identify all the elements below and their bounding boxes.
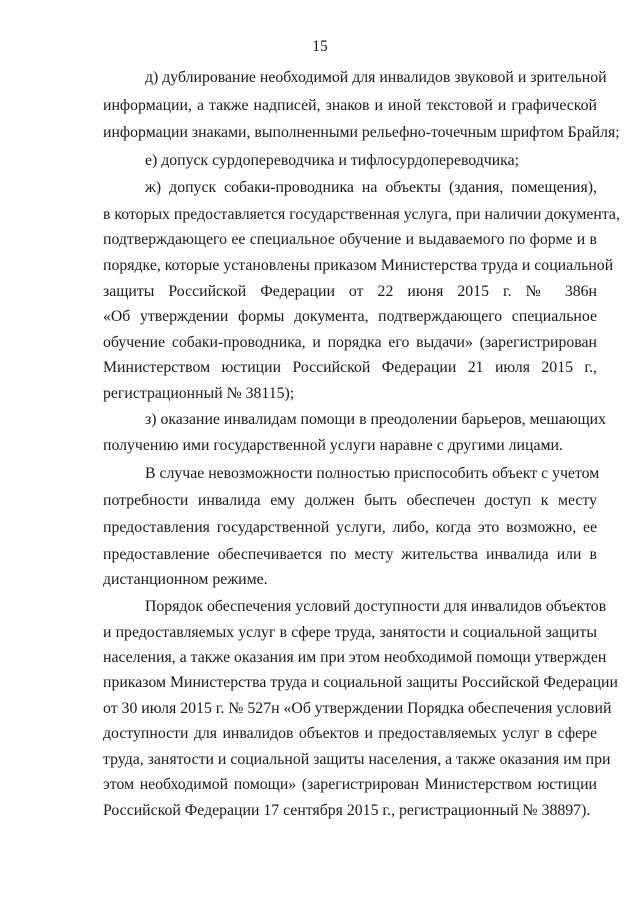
text-line: потребности инвалида ему должен быть обеспечен доступ к месту xyxy=(103,492,597,509)
text-line: получению ими государственной услуги наравне с другими лицами. xyxy=(103,437,563,454)
text-line: приказом Министерства труда и социальной защиты Российской Федерации xyxy=(103,674,618,691)
text-line: этом необходимой помощи» (зарегистрирован Министерством юстиции xyxy=(103,776,597,793)
text-line: труда, занятости и социальной защиты населения, а также оказания им при xyxy=(103,751,611,768)
text-line: и предоставляемых услуг в сфере труда, занятости и социальной защиты xyxy=(103,624,597,641)
text-line: от 30 июля 2015 г. № 527н «Об утверждении Порядка обеспечения условий xyxy=(103,700,612,717)
text-line: Порядок обеспечения условий доступности для инвалидов объектов xyxy=(145,598,607,615)
text-line: д) дублирование необходимой для инвалидов звуковой и зрительной xyxy=(145,69,607,86)
text-line: «Об утверждении формы документа, подтверждающего специальное xyxy=(103,308,597,325)
text-line: предоставление обеспечивается по месту жительства инвалида или в xyxy=(103,546,597,563)
text-line: з) оказание инвалидам помощи в преодолении барьеров, мешающих xyxy=(145,411,607,428)
text-line: предоставления государственной услуги, либо, когда это возможно, ее xyxy=(103,519,597,536)
text-line: доступности для инвалидов объектов и предоставляемых услуг в сфере xyxy=(103,725,597,742)
text-line: регистрационный № 38115); xyxy=(103,385,295,402)
text-line: В случае невозможности полностью приспособить объект с учетом xyxy=(145,465,600,482)
text-line: защиты Российской Федерации от 22 июня 2015 г. № 386н xyxy=(103,283,597,300)
text-line: информации знаками, выполненными рельефно-точечным шрифтом Брайля; xyxy=(103,124,620,141)
text-line: в которых предоставляется государственная услуга, при наличии документа, xyxy=(103,206,620,223)
text-line: ж) допуск собаки-проводника на объекты (здания, помещения), xyxy=(145,179,597,196)
text-line: информации, а также надписей, знаков и иной текстовой и графической xyxy=(103,97,597,114)
text-line: Министерством юстиции Российской Федерации 21 июля 2015 г., xyxy=(103,359,597,376)
text-line: е) допуск сурдопереводчика и тифлосурдопереводчика; xyxy=(145,152,520,169)
text-line: дистанционном режиме. xyxy=(103,571,268,588)
text-line: населения, а также оказания им при этом необходимой помощи утвержден xyxy=(103,649,607,666)
text-line: обучение собаки-проводника, и порядка его выдачи» (зарегистрирован xyxy=(103,334,597,351)
text-line: порядке, которые установлены приказом Министерства труда и социальной xyxy=(103,257,614,274)
text-line: Российской Федерации 17 сентября 2015 г., регистрационный № 38897). xyxy=(103,802,591,819)
page-number: 15 xyxy=(312,38,328,55)
text-line: подтверждающего ее специальное обучение и выдаваемого по форме и в xyxy=(103,231,597,248)
